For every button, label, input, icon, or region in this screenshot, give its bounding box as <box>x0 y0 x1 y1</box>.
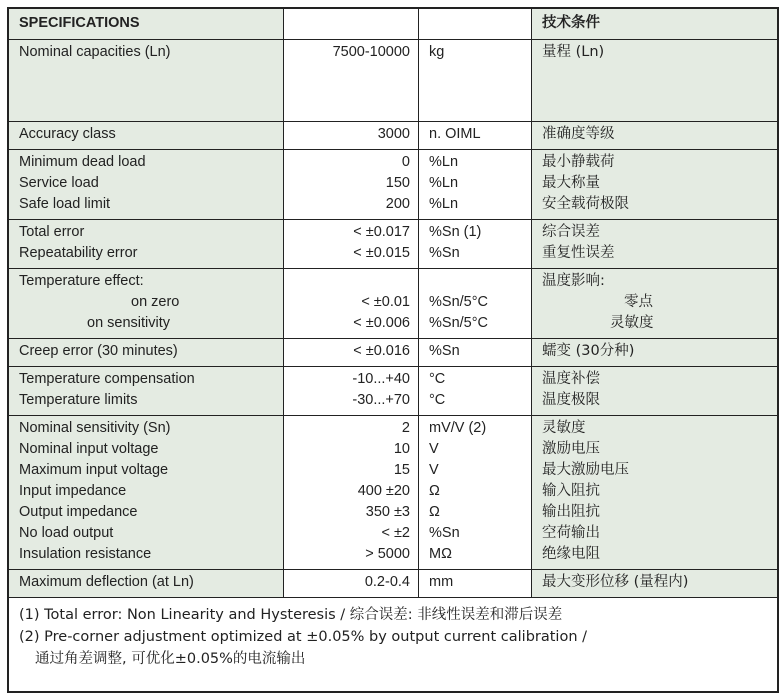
no-load-output-value: < ±2 <box>381 525 410 541</box>
on-sensitivity-unit: %Sn/5°C <box>429 315 488 331</box>
total-error-unit: %Sn (1) <box>429 224 482 240</box>
sensitivity-label: Nominal sensitivity (Sn) <box>19 420 171 436</box>
capacity-label: Nominal capacities (Ln) <box>19 44 171 60</box>
deflection-value: 0.2-0.4 <box>364 574 410 590</box>
service-label: Service load <box>19 175 99 191</box>
total-error-value: < ±0.017 <box>353 224 410 240</box>
no-load-output-cn: 空荷输出 <box>542 525 600 541</box>
repeatability-value: < ±0.015 <box>353 245 410 261</box>
temp-comp-label: Temperature compensation <box>19 371 195 387</box>
footnote-2-cn: 通过角差调整, 可优化±0.05%的电流输出 <box>35 651 306 667</box>
output-impedance-label: Output impedance <box>19 504 138 520</box>
service-cn: 最大称量 <box>542 175 600 191</box>
repeatability-unit: %Sn <box>429 245 460 261</box>
repeatability-cn: 重复性误差 <box>542 245 615 261</box>
on-zero-unit: %Sn/5°C <box>429 294 488 310</box>
temp-limits-value: -30...+70 <box>352 392 410 408</box>
temp-comp-unit: °C <box>429 371 446 387</box>
output-impedance-cn: 输出阻抗 <box>542 504 600 520</box>
input-voltage-unit: V <box>429 441 439 457</box>
row-temperature-effect <box>9 269 777 339</box>
footnote-1: (1) Total error: Non Linearity and Hysteresis / 综合误差: 非线性误差和滞后误差 <box>19 607 563 623</box>
total-error-label: Total error <box>19 224 85 240</box>
input-voltage-value: 10 <box>393 441 410 457</box>
temp-limits-cn: 温度极限 <box>542 392 600 408</box>
input-impedance-value: 400 ±20 <box>357 483 410 499</box>
on-sensitivity-cn: 灵敏度 <box>610 315 654 331</box>
max-voltage-unit: V <box>429 462 439 478</box>
footnotes <box>9 597 777 676</box>
on-zero-cn: 零点 <box>624 294 653 310</box>
safe-label: Safe load limit <box>19 196 111 212</box>
creep-label: Creep error (30 minutes) <box>19 343 178 359</box>
specifications-sheet <box>7 7 779 693</box>
capacity-cn: 量程 (Ln) <box>542 44 605 60</box>
row-loads <box>9 150 777 220</box>
creep-unit: %Sn <box>429 343 460 359</box>
no-load-output-unit: %Sn <box>429 525 460 541</box>
max-voltage-label: Maximum input voltage <box>19 462 169 478</box>
on-sensitivity-label: on sensitivity <box>87 315 171 331</box>
deflection-cn: 最大变形位移 (量程内) <box>542 574 689 590</box>
on-zero-label: on zero <box>131 294 180 310</box>
footnote-2: (2) Pre-corner adjustment optimized at ±0.05% by output current calibration / <box>19 629 588 645</box>
no-load-output-label: No load output <box>19 525 114 541</box>
on-sensitivity-value: < ±0.006 <box>353 315 410 331</box>
output-impedance-value: 350 ±3 <box>365 504 410 520</box>
input-voltage-label: Nominal input voltage <box>19 441 159 457</box>
min-dead-unit: %Ln <box>429 154 459 170</box>
temp-comp-value: -10...+40 <box>352 371 410 387</box>
row-deflection <box>9 570 777 598</box>
input-impedance-label: Input impedance <box>19 483 127 499</box>
capacity-unit: kg <box>429 44 445 60</box>
specifications-table <box>9 9 777 597</box>
sensitivity-unit: mV/V (2) <box>429 420 487 436</box>
row-temperature <box>9 367 777 416</box>
input-impedance-cn: 输入阻抗 <box>542 483 600 499</box>
insulation-value: > 5000 <box>365 546 410 562</box>
temp-effect-label: Temperature effect: <box>19 273 144 289</box>
service-value: 150 <box>385 175 410 191</box>
repeatability-label: Repeatability error <box>19 245 138 261</box>
total-error-cn: 综合误差 <box>542 224 600 240</box>
safe-unit: %Ln <box>429 196 459 212</box>
row-capacity <box>9 40 777 122</box>
min-dead-label: Minimum dead load <box>19 154 146 170</box>
max-voltage-value: 15 <box>393 462 410 478</box>
header-title-cn: 技术条件 <box>542 15 600 31</box>
input-voltage-cn: 激励电压 <box>542 441 600 457</box>
deflection-unit: mm <box>429 574 454 590</box>
capacity-value: 7500-10000 <box>332 44 410 60</box>
min-dead-cn: 最小静载荷 <box>542 154 615 170</box>
header-row <box>9 9 777 40</box>
accuracy-value: 3000 <box>377 126 410 142</box>
sensitivity-cn: 灵敏度 <box>542 420 586 436</box>
temp-comp-cn: 温度补偿 <box>542 371 600 387</box>
safe-cn: 安全载荷极限 <box>542 196 629 212</box>
sensitivity-value: 2 <box>401 420 410 436</box>
insulation-unit: MΩ <box>429 546 452 562</box>
deflection-label: Maximum deflection (at Ln) <box>19 574 194 590</box>
row-creep <box>9 339 777 367</box>
max-voltage-cn: 最大激励电压 <box>542 462 629 478</box>
temp-limits-unit: °C <box>429 392 446 408</box>
creep-value: < ±0.016 <box>353 343 410 359</box>
accuracy-unit: n. OIML <box>429 126 481 142</box>
temp-limits-label: Temperature limits <box>19 392 138 408</box>
header-title-en: SPECIFICATIONS <box>19 15 140 31</box>
temp-effect-cn: 温度影响: <box>542 273 605 289</box>
row-electrical <box>9 416 777 570</box>
insulation-label: Insulation resistance <box>19 546 152 562</box>
accuracy-label: Accuracy class <box>19 126 116 142</box>
service-unit: %Ln <box>429 175 459 191</box>
safe-value: 200 <box>385 196 410 212</box>
insulation-cn: 绝缘电阻 <box>542 546 600 562</box>
min-dead-value: 0 <box>401 154 410 170</box>
creep-cn: 蠕变 (30分种) <box>542 343 635 359</box>
accuracy-cn: 准确度等级 <box>542 126 615 142</box>
row-errors <box>9 220 777 269</box>
output-impedance-unit: Ω <box>429 504 440 520</box>
on-zero-value: < ±0.01 <box>361 294 410 310</box>
input-impedance-unit: Ω <box>429 483 440 499</box>
row-accuracy <box>9 122 777 150</box>
